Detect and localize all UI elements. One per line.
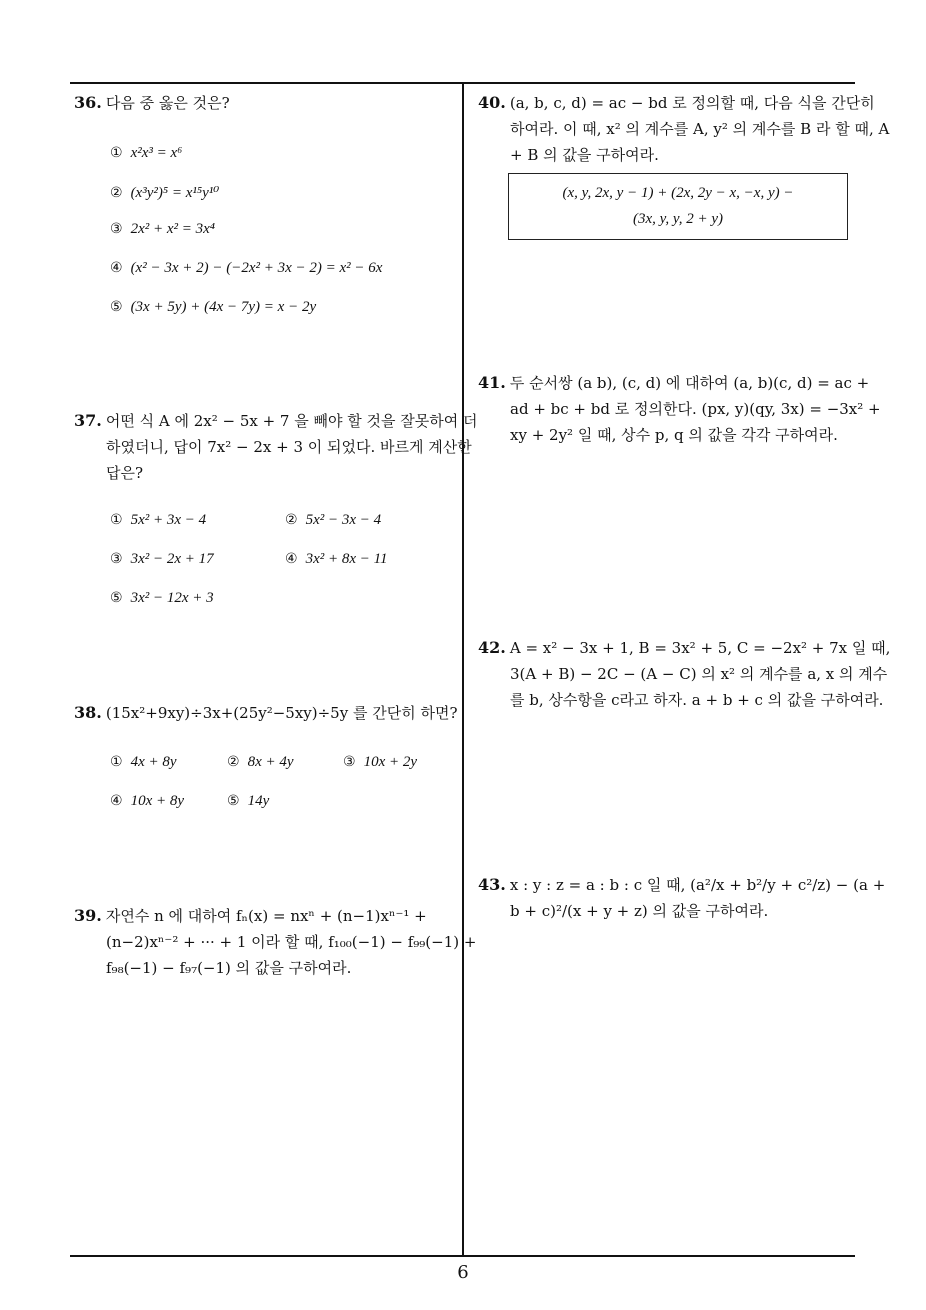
q36-choice-2[interactable]: ② (x³y²)⁵ = x¹⁵y¹⁰: [110, 185, 220, 201]
page-number: 6: [457, 1262, 469, 1283]
question-text: A = x² − 3x + 1, B = 3x² + 5, C = −2x² + 7x 일 때, 3(A + B) − 2C − (A − C) 의 x² 의 계수를 a, x 의 계수를 b, 상수항을 c라고 하자. a + b + c 의 값을 구하여라.: [509, 639, 891, 709]
question-text: (15x²+9xy)÷3x+(25y²−5xy)÷5y 를 간단히 하면?: [105, 704, 458, 722]
question-38: 38. (15x²+9xy)÷3x+(25y²−5xy)÷5y 를 간단히 하면?: [74, 703, 458, 722]
column-divider: [462, 82, 464, 1257]
q36-choice-1[interactable]: ① x²x³ = x⁶: [110, 145, 183, 161]
bottom-rule: [70, 1255, 855, 1257]
q40-expression-box: [508, 173, 848, 240]
question-text: 자연수 n 에 대하여 fₙ(x) = nxⁿ + (n−1)xⁿ⁻¹ + (n−2)xⁿ⁻² + ··· + 1 이라 할 때, f₁₀₀(−1) − f₉₉(−1) + f₉₈(−1) − f₉₇(−1) 의 값을 구하여라.: [105, 907, 477, 977]
question-39: 39. 자연수 n 에 대하여 fₙ(x) = nxⁿ + (n−1)xⁿ⁻¹ + (n−2)xⁿ⁻² + ··· + 1 이라 할 때, f₁₀₀(−1) − f₉₉(−1) + f₉₈(−1) − f₉₇(−1) 의 값을 구하여라.: [74, 906, 477, 977]
question-text: 두 순서쌍 (a b), (c, d) 에 대하여 (a, b)(c, d) = ac + ad + bc + bd 로 정의한다. (px, y)(qy, 3x) = −3x² + xy + 2y² 일 때, 상수 p, q 의 값을 각각 구하여라.: [509, 374, 881, 444]
question-number: 36.: [74, 93, 102, 112]
question-text: (a, b, c, d) = ac − bd 로 정의할 때, 다음 식을 간단히 하여라. 이 때, x² 의 계수를 A, y² 의 계수를 B 라 할 때, A + B 의 값을 구하여라.: [509, 94, 890, 164]
q38-choice-3[interactable]: ③ 10x + 2y: [343, 754, 417, 770]
box-line-2: (3x, y, y, 2 + y): [632, 211, 724, 227]
question-36: [74, 90, 454, 116]
q37-choice-3[interactable]: ③ 3x² − 2x + 17: [110, 551, 214, 567]
q36-choice-5[interactable]: ⑤ (3x + 5y) + (4x − 7y) = x − 2y: [110, 299, 317, 315]
question-text: x : y : z = a : b : c 일 때, (a²/x + b²/y + c²/z) − (a + b + c)²/(x + y + z) 의 값을 구하여라.: [509, 876, 886, 920]
question-37: 37. 어떤 식 A 에 2x² − 5x + 7 을 빼야 할 것을 잘못하여 더하였더니, 답이 7x² − 2x + 3 이 되었다. 바르게 계산한 답은?: [74, 411, 478, 482]
box-line-1: (x, y, 2x, y − 1) + (2x, 2y − x, −x, y) −: [562, 185, 794, 201]
question-text: 어떤 식 A 에 2x² − 5x + 7 을 빼야 할 것을 잘못하여 더하였더니, 답이 7x² − 2x + 3 이 되었다. 바르게 계산한 답은?: [105, 412, 478, 482]
question-40: 40. (a, b, c, d) = ac − bd 로 정의할 때, 다음 식을 간단히 하여라. 이 때, x² 의 계수를 A, y² 의 계수를 B 라 할 때, A + B 의 값을 구하여라.: [478, 93, 890, 164]
q36-choice-3[interactable]: ③ 2x² + x² = 3x⁴: [110, 221, 215, 237]
q37-choice-4[interactable]: ④ 3x² + 8x − 11: [285, 551, 388, 567]
q38-choice-2[interactable]: ② 8x + 4y: [227, 754, 294, 770]
q37-choice-2[interactable]: ② 5x² − 3x − 4: [285, 512, 382, 528]
q38-choice-4[interactable]: ④ 10x + 8y: [110, 793, 184, 809]
question-43: 43. x : y : z = a : b : c 일 때, (a²/x + b²/y + c²/z) − (a + b + c)²/(x + y + z) 의 값을 구하여라.: [478, 875, 886, 920]
q37-choice-5[interactable]: ⑤ 3x² − 12x + 3: [110, 590, 214, 606]
q38-choice-5[interactable]: ⑤ 14y: [227, 793, 270, 809]
question-41: 41. 두 순서쌍 (a b), (c, d) 에 대하여 (a, b)(c, d) = ac + ad + bc + bd 로 정의한다. (px, y)(qy, 3x) = −3x² + xy + 2y² 일 때, 상수 p, q 의 값을 각각 구하여라.: [478, 373, 881, 444]
q36-choice-4[interactable]: ④ (x² − 3x + 2) − (−2x² + 3x − 2) = x² − 6x: [110, 260, 383, 276]
q38-choice-1[interactable]: ① 4x + 8y: [110, 754, 177, 770]
question-42: 42. A = x² − 3x + 1, B = 3x² + 5, C = −2x² + 7x 일 때, 3(A + B) − 2C − (A − C) 의 x² 의 계수를 a, x 의 계수를 b, 상수항을 c라고 하자. a + b + c 의 값을 구하여라.: [478, 638, 891, 709]
q37-choice-1[interactable]: ① 5x² + 3x − 4: [110, 512, 207, 528]
question-text: 다음 중 옳은 것은?: [105, 94, 230, 112]
